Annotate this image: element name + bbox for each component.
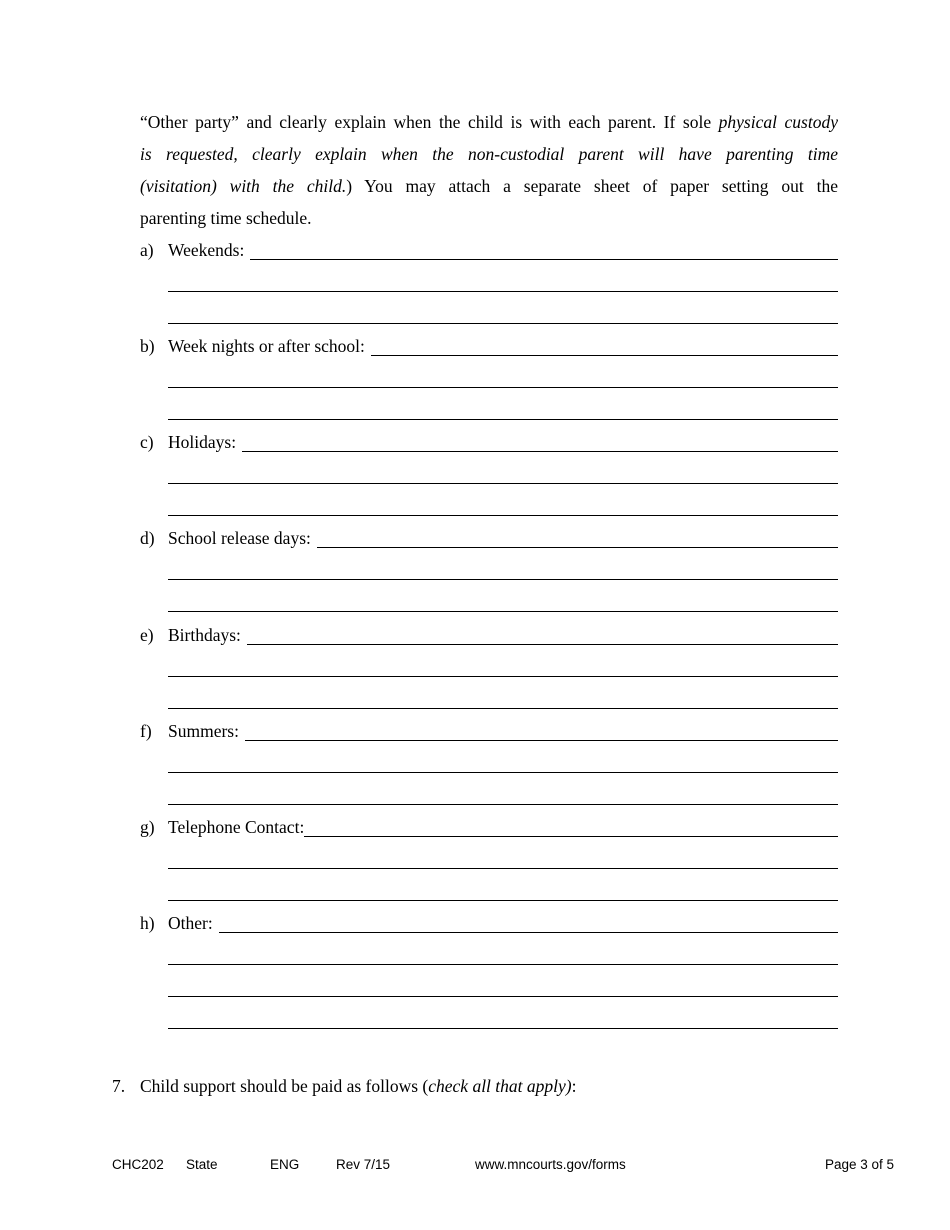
item-label: Birthdays: (168, 625, 247, 645)
item-label: Summers: (168, 721, 245, 741)
footer-form-id: CHC202 (112, 1157, 164, 1172)
weekends-answer-field-2[interactable] (168, 265, 838, 293)
section-7-colon: : (571, 1076, 577, 1096)
item-label: Holidays: (168, 432, 242, 452)
birthdays-answer-field-3[interactable] (168, 682, 838, 710)
other-answer-field-2[interactable] (168, 938, 838, 966)
telephone-answer-field[interactable] (168, 811, 838, 839)
footer-url: www.mncourts.gov/forms (475, 1157, 626, 1172)
school-release-answer-field-2[interactable] (168, 553, 838, 581)
summers-answer-field-2[interactable] (168, 746, 838, 774)
intro-line-3-italic: (visitation) with the child. (140, 176, 347, 196)
week-nights-answer-field-2[interactable] (168, 361, 838, 389)
intro-line-2-italic: is requested, clearly explain when the non-custodial parent will have parenting time (140, 144, 838, 164)
section-7-italic: check all that apply) (428, 1076, 572, 1096)
intro-line-1-italic: physical custody (718, 112, 838, 132)
item-letter: a) (140, 240, 154, 260)
other-answer-field-4[interactable] (168, 1002, 838, 1030)
birthdays-answer-field-2[interactable] (168, 650, 838, 678)
summers-answer-field[interactable] (168, 715, 838, 743)
weekends-answer-field-3[interactable] (168, 297, 838, 325)
item-label: School release days: (168, 528, 317, 548)
week-nights-answer-field[interactable] (168, 330, 838, 358)
other-answer-field-3[interactable] (168, 970, 838, 998)
section-number: 7. (112, 1076, 126, 1096)
intro-line-2 (140, 144, 838, 164)
section-7-heading (112, 1076, 576, 1096)
item-letter: h) (140, 913, 155, 933)
intro-line-1-text: “Other party” and clearly explain when the child is with each parent. If sole (140, 112, 719, 132)
school-release-answer-field[interactable] (168, 522, 838, 550)
item-label: Telephone Contact: (168, 817, 305, 837)
other-answer-field[interactable] (168, 907, 838, 935)
school-release-answer-field-3[interactable] (168, 585, 838, 613)
item-letter: e) (140, 625, 154, 645)
intro-line-4 (140, 208, 312, 228)
birthdays-answer-field[interactable] (168, 619, 838, 647)
holidays-answer-field-3[interactable] (168, 489, 838, 517)
holidays-answer-field-2[interactable] (168, 457, 838, 485)
intro-line-3-text: ) You may attach a separate sheet of paper setting out the (346, 176, 839, 196)
footer-language: ENG (270, 1157, 300, 1172)
item-letter: b) (140, 336, 155, 356)
item-letter: c) (140, 432, 154, 452)
footer-page-number: Page 3 of 5 (824, 1157, 894, 1172)
item-label: Weekends: (168, 240, 250, 260)
holidays-answer-field[interactable] (168, 426, 838, 454)
telephone-answer-field-2[interactable] (168, 842, 838, 870)
item-letter: g) (140, 817, 155, 837)
footer-revision: Rev 7/15 (336, 1157, 391, 1172)
intro-line-4-text: parenting time schedule. (140, 208, 312, 228)
footer-jurisdiction: State (186, 1157, 218, 1172)
intro-line-1 (140, 112, 838, 132)
summers-answer-field-3[interactable] (168, 778, 838, 806)
week-nights-answer-field-3[interactable] (168, 393, 838, 421)
intro-line-3 (140, 176, 838, 196)
section-7-text: Child support should be paid as follows ( (140, 1076, 429, 1096)
telephone-answer-field-3[interactable] (168, 874, 838, 902)
item-label: Week nights or after school: (168, 336, 371, 356)
item-label: Other: (168, 913, 219, 933)
item-letter: f) (140, 721, 152, 741)
weekends-answer-field[interactable] (168, 234, 838, 262)
item-letter: d) (140, 528, 155, 548)
